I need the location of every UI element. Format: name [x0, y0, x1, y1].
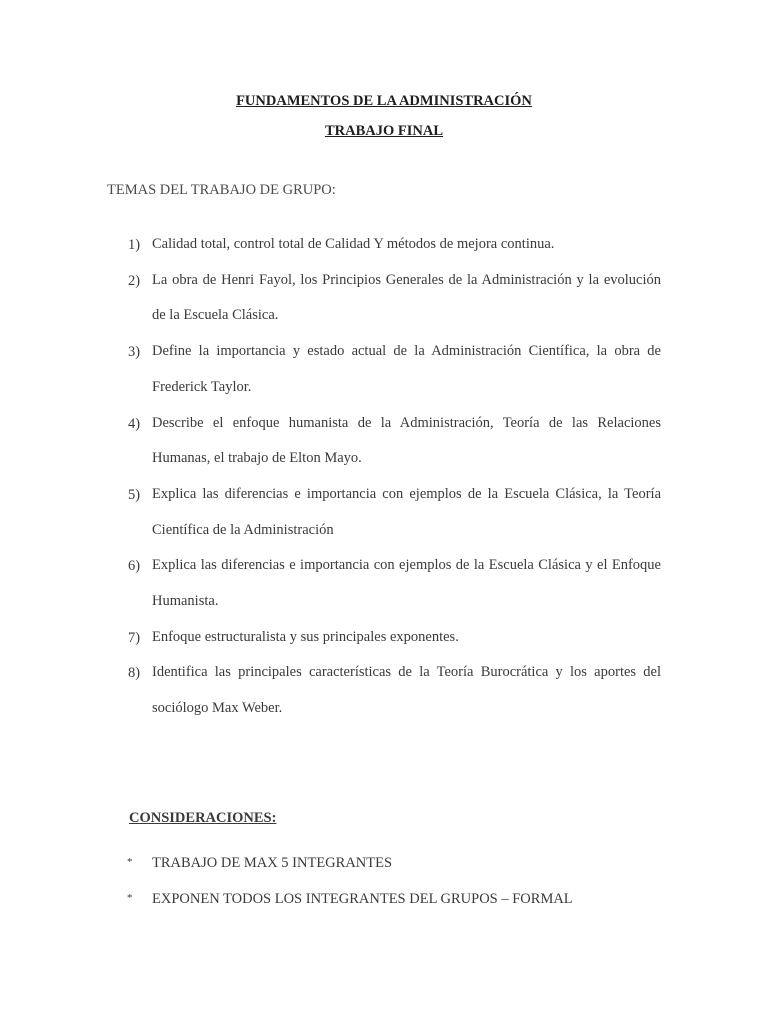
topic-number: 1) — [128, 237, 141, 253]
bullet-marker: * — [127, 892, 133, 904]
topic-item — [0, 548, 768, 619]
topic-text: Identifica las principales características de la Teoría Burocrática y los aportes del sociólogo Max Weber. — [152, 664, 661, 717]
topic-number: 2) — [128, 272, 141, 289]
topic-item — [0, 406, 768, 477]
topic-text: Explica las diferencias e importancia con ejemplos de la Escuela Clásica, la Teoría Científica de la Administración — [152, 485, 661, 538]
consideration-text: TRABAJO DE MAX 5 INTEGRANTES — [152, 855, 393, 871]
topic-number: 3) — [128, 344, 141, 361]
topic-number: 8) — [128, 665, 141, 682]
topics-intro: TEMAS DEL TRABAJO DE GRUPO: — [107, 182, 336, 198]
topic-item — [0, 477, 768, 548]
topic-text: Enfoque estructuralista y sus principales exponentes. — [152, 628, 459, 645]
topic-text: Explica las diferencias e importancia con ejemplos de la Escuela Clásica y el Enfoque Humanista. — [152, 557, 661, 610]
consideration-item — [0, 852, 768, 888]
topic-text: Define la importancia y estado actual de la Administración Científica, la obra de Frederick Taylor. — [152, 343, 661, 395]
topic-text: Calidad total, control total de Calidad Y métodos de mejora continua. — [152, 236, 555, 252]
topic-item — [0, 227, 768, 263]
topic-number: 7) — [128, 629, 141, 646]
considerations-heading: CONSIDERACIONES: — [129, 810, 277, 826]
topic-text: Describe el enfoque humanista de la Administración, Teoría de las Relaciones Humanas, el trabajo de Elton Mayo. — [152, 414, 661, 467]
document-title: FUNDAMENTOS DE LA ADMINISTRACIÓN — [236, 93, 532, 109]
topic-item — [0, 263, 768, 334]
topic-number: 4) — [128, 415, 141, 432]
topic-number: 5) — [128, 486, 141, 503]
consideration-text: EXPONEN TODOS LOS INTEGRANTES DEL GRUPOS – FORMAL — [152, 891, 573, 907]
topic-number: 6) — [128, 558, 141, 575]
topic-item — [0, 334, 768, 405]
considerations-list — [0, 852, 768, 924]
topic-text: La obra de Henri Fayol, los Principios Generales de la Administración y la evolución de la Escuela Clásica. — [152, 271, 661, 324]
topic-item — [0, 655, 768, 726]
document-subtitle: TRABAJO FINAL — [324, 123, 444, 139]
topics-list — [0, 227, 768, 727]
bullet-marker: * — [127, 856, 133, 868]
consideration-item — [0, 888, 768, 924]
topic-item — [0, 620, 768, 656]
